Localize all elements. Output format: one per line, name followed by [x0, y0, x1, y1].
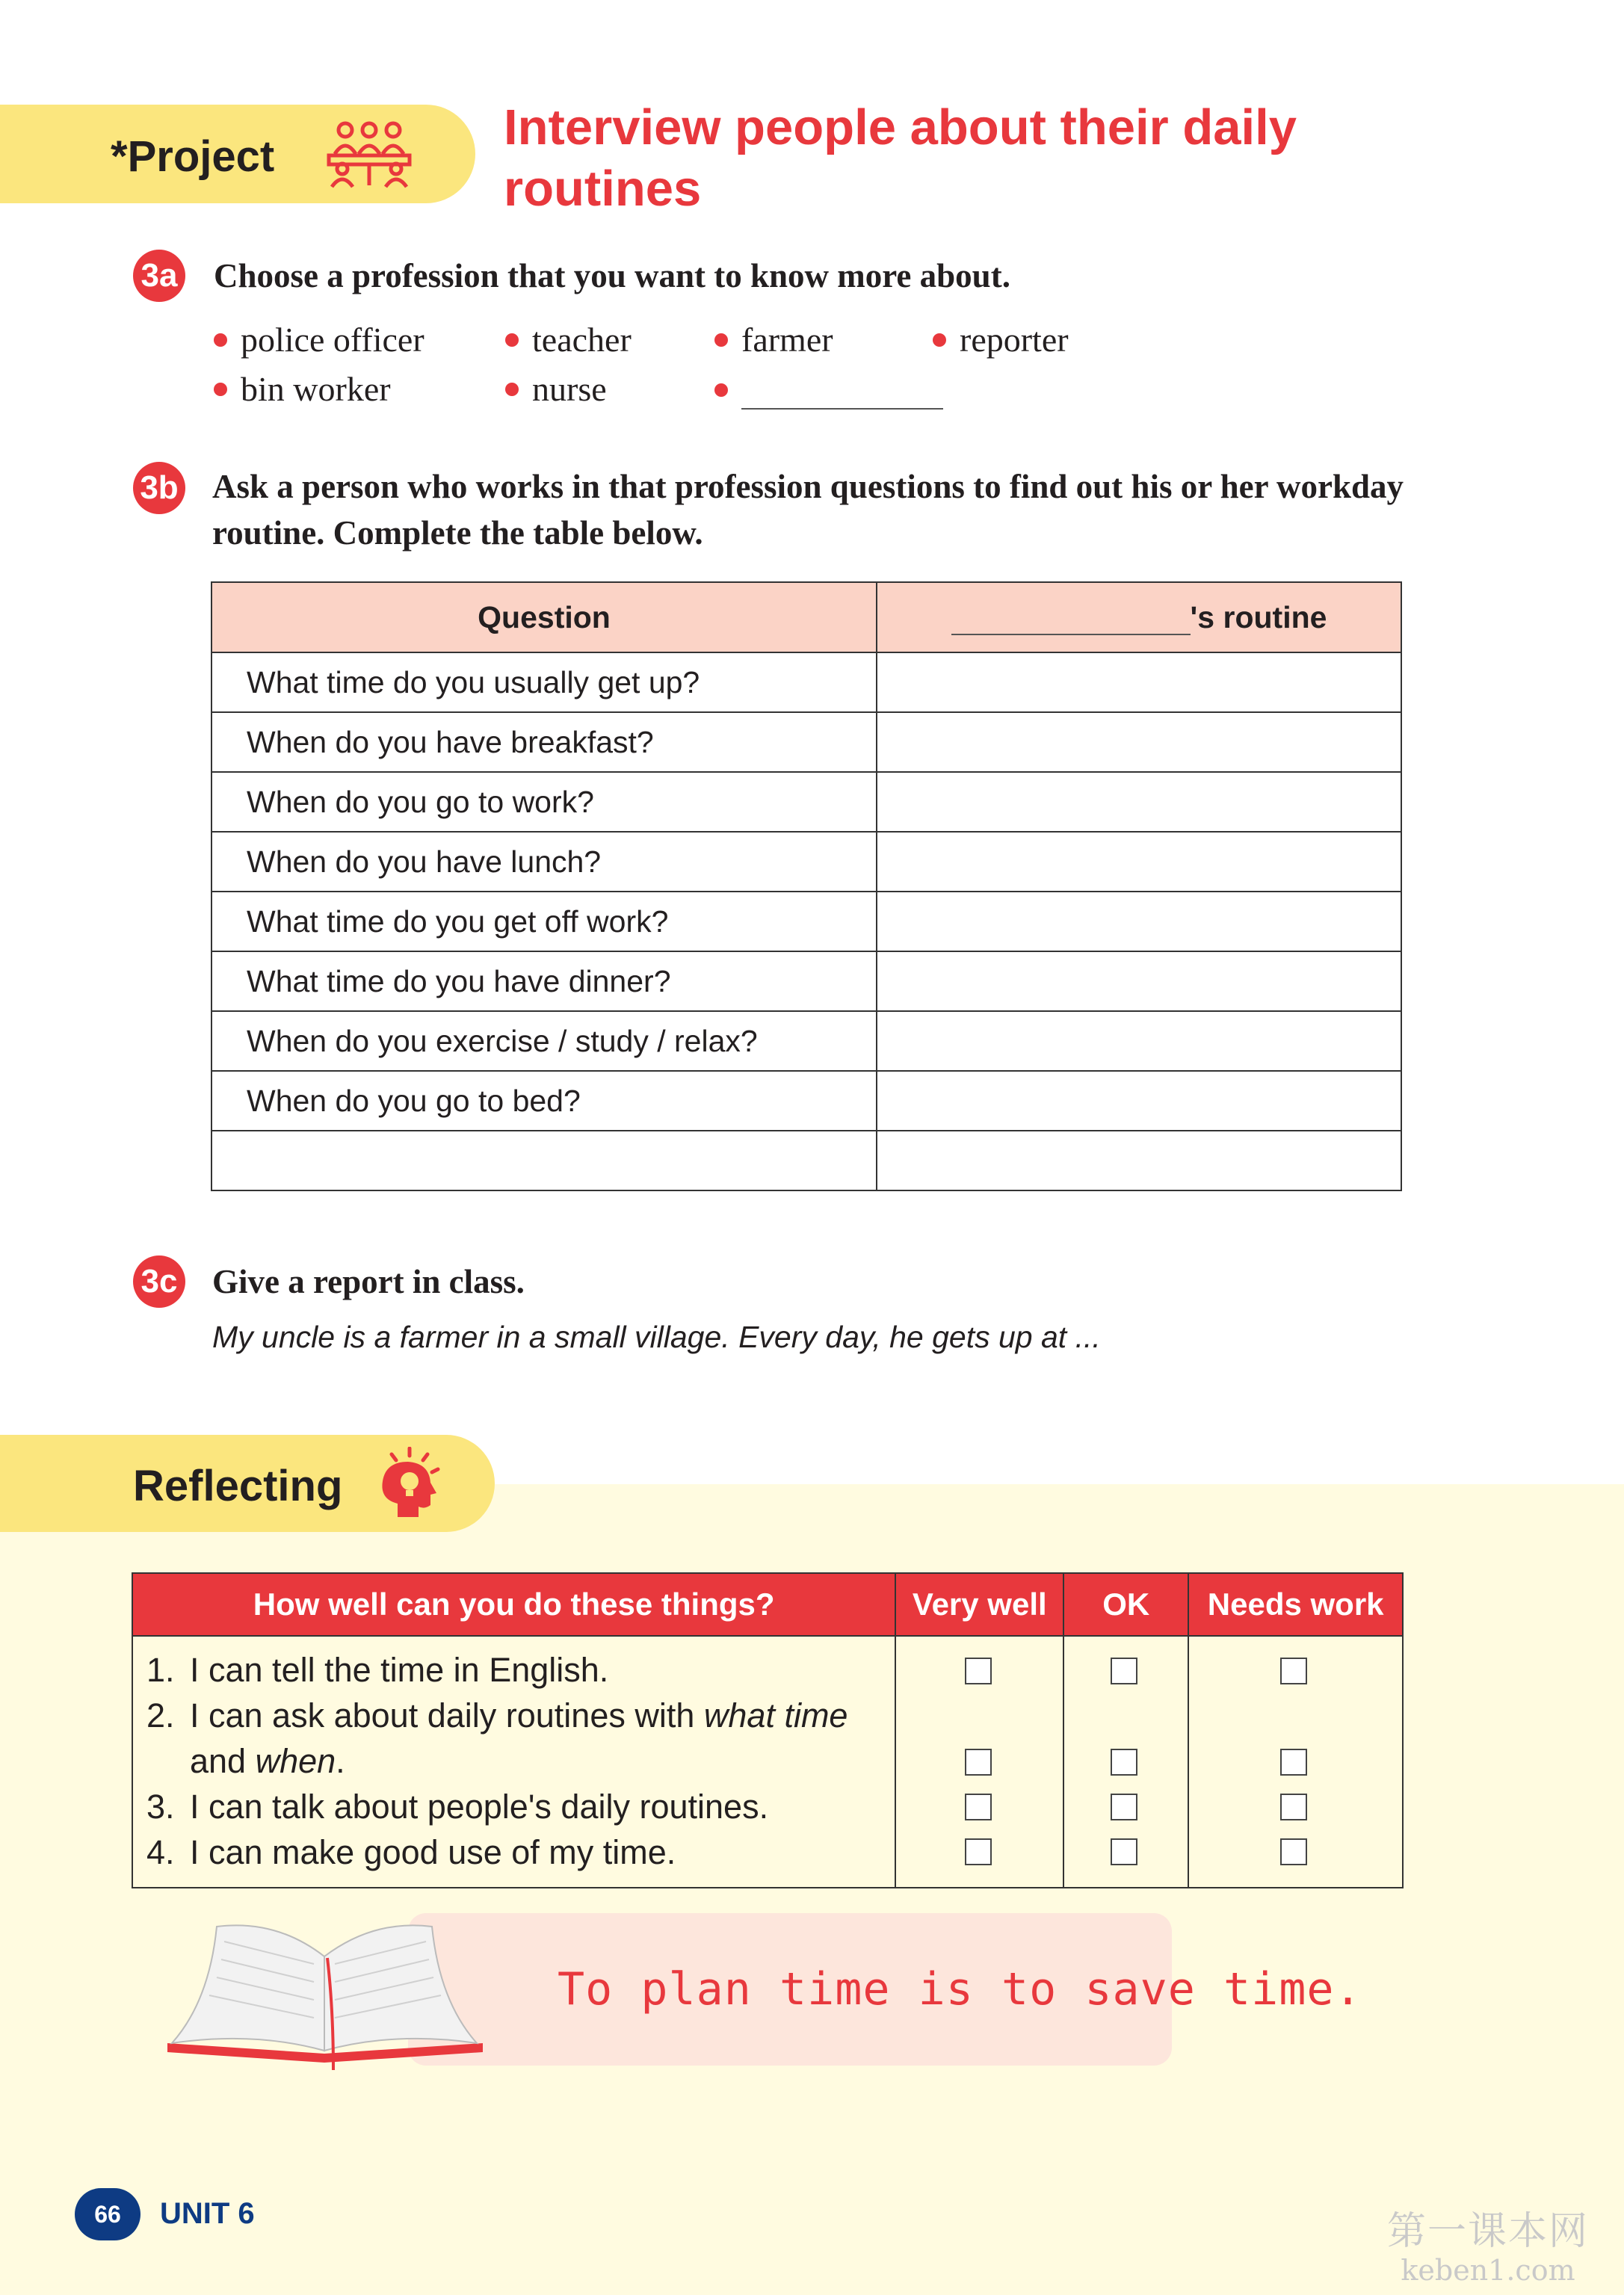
table-header-question: Question — [212, 582, 877, 652]
step-3c-instruction: Give a report in class. — [212, 1263, 525, 1300]
assessment-header-needs-work: Needs work — [1188, 1573, 1403, 1636]
head-lightbulb-icon — [375, 1447, 442, 1519]
checkbox-ok-3[interactable] — [1111, 1794, 1137, 1820]
project-title: Interview people about their daily routines — [504, 99, 1297, 217]
profession-blank[interactable] — [741, 369, 943, 410]
list-item: 4. I can make good use of my time. — [146, 1833, 676, 1871]
answer-cell[interactable] — [877, 832, 1401, 892]
table-row — [212, 652, 1401, 712]
option-item: reporter — [933, 320, 1069, 359]
assessment-header-very-well: Very well — [895, 1573, 1063, 1636]
answer-cell[interactable] — [877, 1071, 1401, 1131]
option-item: nurse — [505, 369, 607, 409]
checkbox-ok-2[interactable] — [1111, 1749, 1137, 1776]
question-cell: What time do you have dinner? — [212, 951, 877, 1011]
project-label: *Project — [111, 132, 275, 181]
checkbox-very-well-3[interactable] — [965, 1794, 992, 1820]
checkbox-ok-4[interactable] — [1111, 1838, 1137, 1865]
option-item: bin worker — [214, 369, 391, 409]
report-example: My uncle is a farmer in a small village. Every day, he gets up at ... — [212, 1320, 1101, 1354]
bullet-icon — [933, 333, 946, 347]
unit-label: UNIT 6 — [160, 2197, 255, 2230]
very-well-column — [895, 1636, 1063, 1888]
group-meeting-icon — [326, 120, 413, 188]
question-cell: What time do you get off work? — [212, 892, 877, 951]
checkbox-needs-work-2[interactable] — [1280, 1749, 1307, 1776]
step-3a-instruction: Choose a profession that you want to know more about. — [214, 257, 1010, 294]
step-badge-3a: 3a — [133, 250, 185, 302]
option-item: teacher — [505, 320, 632, 359]
table-row — [212, 1131, 1401, 1190]
answer-cell[interactable] — [877, 1011, 1401, 1071]
list-item: 2. I can ask about daily routines with what time and when. — [146, 1696, 848, 1780]
bullet-icon — [505, 333, 519, 347]
bullet-icon — [214, 333, 227, 347]
assessment-header-skill: How well can you do these things? — [132, 1573, 895, 1636]
self-assessment-table — [132, 1572, 1404, 1888]
question-cell-blank[interactable] — [212, 1131, 877, 1190]
motto-text: To plan time is to save time. — [558, 1963, 1362, 2016]
checkbox-very-well-1[interactable] — [965, 1658, 992, 1684]
name-blank[interactable] — [951, 604, 1191, 635]
option-item: police officer — [214, 320, 424, 359]
question-cell: What time do you usually get up? — [212, 652, 877, 712]
checkbox-needs-work-1[interactable] — [1280, 1658, 1307, 1684]
checkbox-ok-1[interactable] — [1111, 1658, 1137, 1684]
option-item-blank — [714, 369, 943, 410]
question-cell: When do you have breakfast? — [212, 712, 877, 772]
answer-cell[interactable] — [877, 712, 1401, 772]
reflecting-label: Reflecting — [133, 1462, 343, 1510]
table-row — [212, 832, 1401, 892]
step-badge-3c: 3c — [133, 1255, 185, 1308]
watermark-en: keben1.com — [1401, 2254, 1575, 2287]
step-badge-3b: 3b — [133, 462, 185, 514]
interview-table — [211, 581, 1402, 1191]
table-row — [212, 1071, 1401, 1131]
option-item: farmer — [714, 320, 833, 359]
table-row — [212, 951, 1401, 1011]
question-cell: When do you go to bed? — [212, 1071, 877, 1131]
page-number: 66 — [75, 2188, 141, 2240]
statement-list — [133, 1637, 895, 1887]
answer-cell[interactable] — [877, 951, 1401, 1011]
table-header-routine: 's routine — [877, 582, 1401, 652]
answer-cell[interactable] — [877, 1131, 1401, 1190]
table-row — [212, 892, 1401, 951]
answer-cell[interactable] — [877, 772, 1401, 832]
needs-work-column — [1188, 1636, 1403, 1888]
checkbox-very-well-4[interactable] — [965, 1838, 992, 1865]
open-book-icon — [164, 1912, 486, 2072]
bullet-icon — [214, 383, 227, 396]
watermark-cn: 第一课本网 — [1387, 2209, 1590, 2254]
bullet-icon — [714, 333, 728, 347]
watermark — [1387, 2209, 1590, 2290]
statements-cell — [132, 1636, 895, 1888]
checkbox-needs-work-4[interactable] — [1280, 1838, 1307, 1865]
assessment-header-ok: OK — [1063, 1573, 1188, 1636]
question-cell: When do you have lunch? — [212, 832, 877, 892]
table-row — [212, 712, 1401, 772]
ok-column — [1063, 1636, 1188, 1888]
bullet-icon — [505, 383, 519, 396]
list-item: 1. I can tell the time in English. — [146, 1651, 609, 1689]
list-item: 3. I can talk about people's daily routines. — [146, 1788, 769, 1826]
step-3b-instruction: Ask a person who works in that profession questions to find out his or her workday routine. Complete the table below. — [212, 468, 1404, 552]
checkbox-very-well-2[interactable] — [965, 1749, 992, 1776]
question-cell: When do you exercise / study / relax? — [212, 1011, 877, 1071]
table-row — [212, 1011, 1401, 1071]
checkbox-needs-work-3[interactable] — [1280, 1794, 1307, 1820]
table-row — [212, 772, 1401, 832]
answer-cell[interactable] — [877, 892, 1401, 951]
question-cell: When do you go to work? — [212, 772, 877, 832]
answer-cell[interactable] — [877, 652, 1401, 712]
bullet-icon — [714, 383, 728, 397]
